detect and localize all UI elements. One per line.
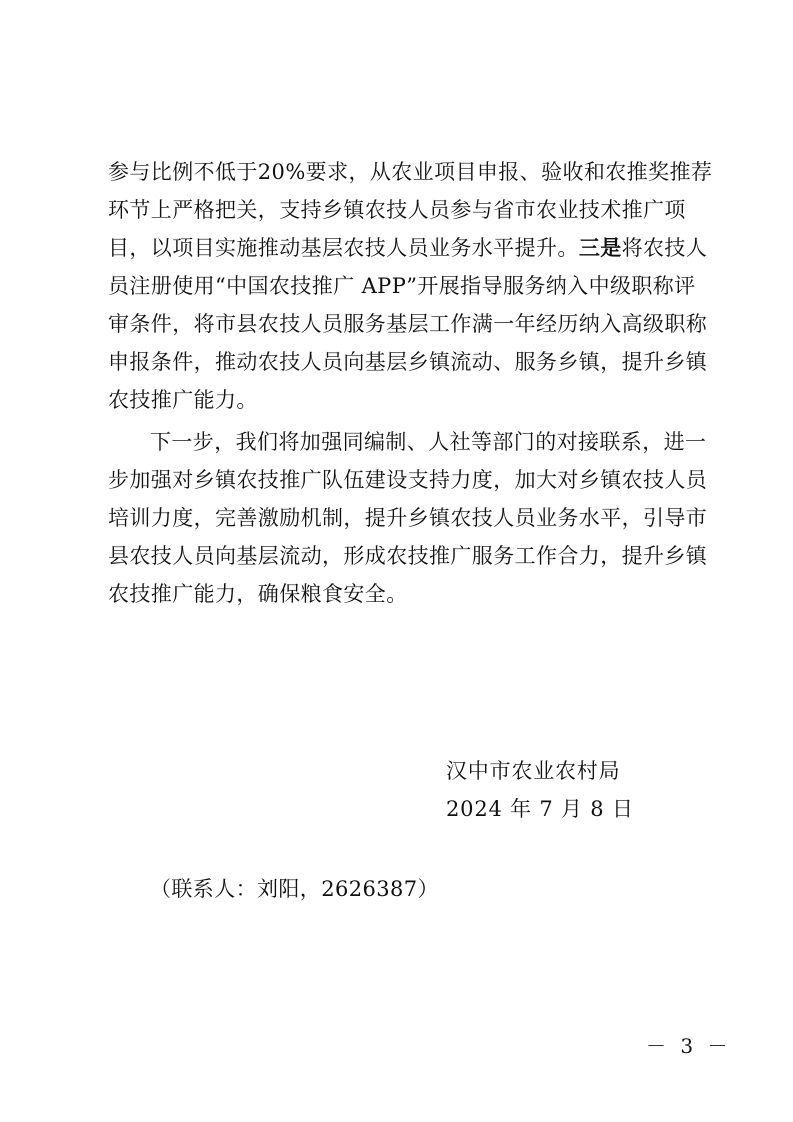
emphasis-text: 三是 [578,235,622,260]
paragraph-line: 培训力度，完善激励机制，提升乡镇农技人员业务水平，引导市 [108,506,708,530]
paragraph-line: 员注册使用“中国农技推广 APP”开展指导服务纳入中级职称评 [108,274,696,298]
paragraph-line: 县农技人员向基层流动，形成农技推广服务工作合力，提升乡镇 [108,544,708,568]
paragraph-line: 步加强对乡镇农技推广队伍建设支持力度，加大对乡镇农技人员 [108,468,708,492]
paragraph-line: 申报条件，推动农技人员向基层乡镇流动、服务乡镇，提升乡镇 [108,350,708,374]
paragraph-line: 参与比例不低于20%要求，从农业项目申报、验收和农推奖推荐 [108,160,713,184]
paragraph-line: 审条件，将市县农技人员服务基层工作满一年经历纳入高级职称 [108,312,708,336]
text-segment: 目，以项目实施推动基层农技人员业务水平提升。 [108,236,579,260]
paragraph-line: 下一步，我们将加强同编制、人社等部门的对接联系，进一 [150,430,707,454]
text-segment: 将农技人 [621,236,708,260]
paragraph-line: 农技推广能力。 [108,388,258,412]
signature-date: 2024 年 7 月 8 日 [446,797,634,821]
signature-organization: 汉中市农业农村局 [446,759,621,783]
paragraph-line-with-emphasis [108,233,708,263]
page-number: － 3 － [646,1034,732,1058]
paragraph-line: 环节上严格把关，支持乡镇农技人员参与省市农业技术推广项 [108,198,686,222]
contact-information: （联系人：刘阳，2626387） [150,877,439,901]
paragraph-line: 农技推广能力，确保粮食安全。 [108,582,408,606]
